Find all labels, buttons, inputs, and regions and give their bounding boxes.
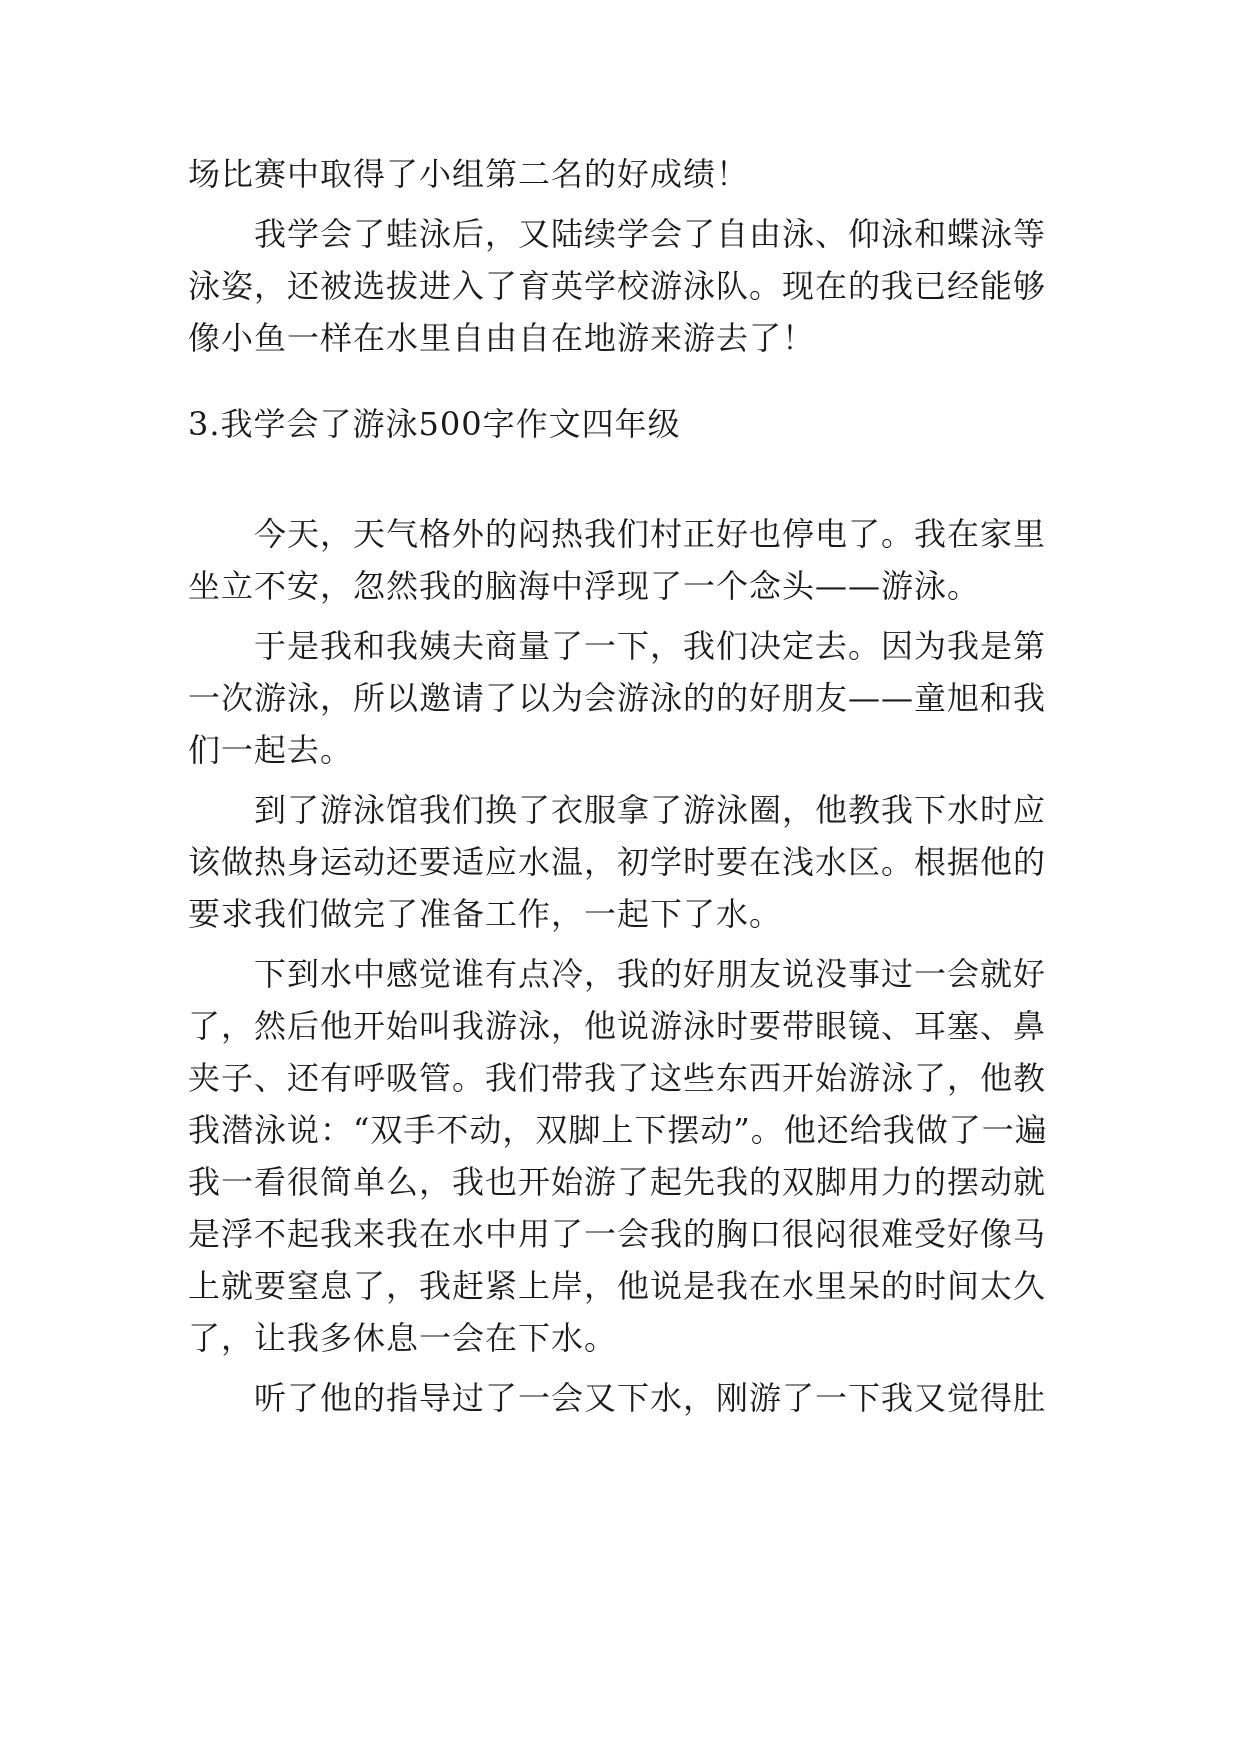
paragraph: 今天，天气格外的闷热我们村正好也停电了。我在家里坐立不安，忽然我的脑海中浮现了一个念头——游泳。	[188, 515, 1047, 605]
section-heading: 3.我学会了游泳500字作文四年级	[188, 405, 681, 443]
paragraph: 下到水中感觉谁有点冷，我的好朋友说没事过一会就好了，然后他开始叫我游泳，他说游泳时要带眼镜、耳塞、鼻夹子、还有呼吸管。我们带我了这些东西开始游泳了，他教我潜泳说：“双手不动，双脚上下摆动”。他还给我做了一遍我一看很简单么，我也开始游了起先我的双脚用力的摆动就是浮不起我来我在水中用了一会我的胸口很闷很难受好像马上就要窒息了，我赶紧上岸，他说是我在水里呆的时间太久了，让我多休息一会在下水。	[188, 955, 1048, 1357]
paragraph: 于是我和我姨夫商量了一下，我们决定去。因为我是第一次游泳，所以邀请了以为会游泳的的好朋友——童旭和我们一起去。	[188, 627, 1047, 769]
paragraph: 到了游泳馆我们换了衣服拿了游泳圈，他教我下水时应该做热身运动还要适应水温，初学时要在浅水区。根据他的要求我们做完了准备工作，一起下了水。	[188, 791, 1047, 933]
paragraph-continued: 场比赛中取得了小组第二名的好成绩！	[188, 155, 750, 193]
section-3-text	[188, 508, 1068, 1432]
section-2-text	[188, 148, 1068, 372]
paragraph: 听了他的指导过了一会又下水，刚游了一下我又觉得肚	[254, 1379, 1047, 1417]
paragraph: 我学会了蛙泳后，又陆续学会了自由泳、仰泳和蝶泳等泳姿，还被选拔进入了育英学校游泳队。现在的我已经能够像小鱼一样在水里自由自在地游来游去了！	[188, 215, 1047, 357]
